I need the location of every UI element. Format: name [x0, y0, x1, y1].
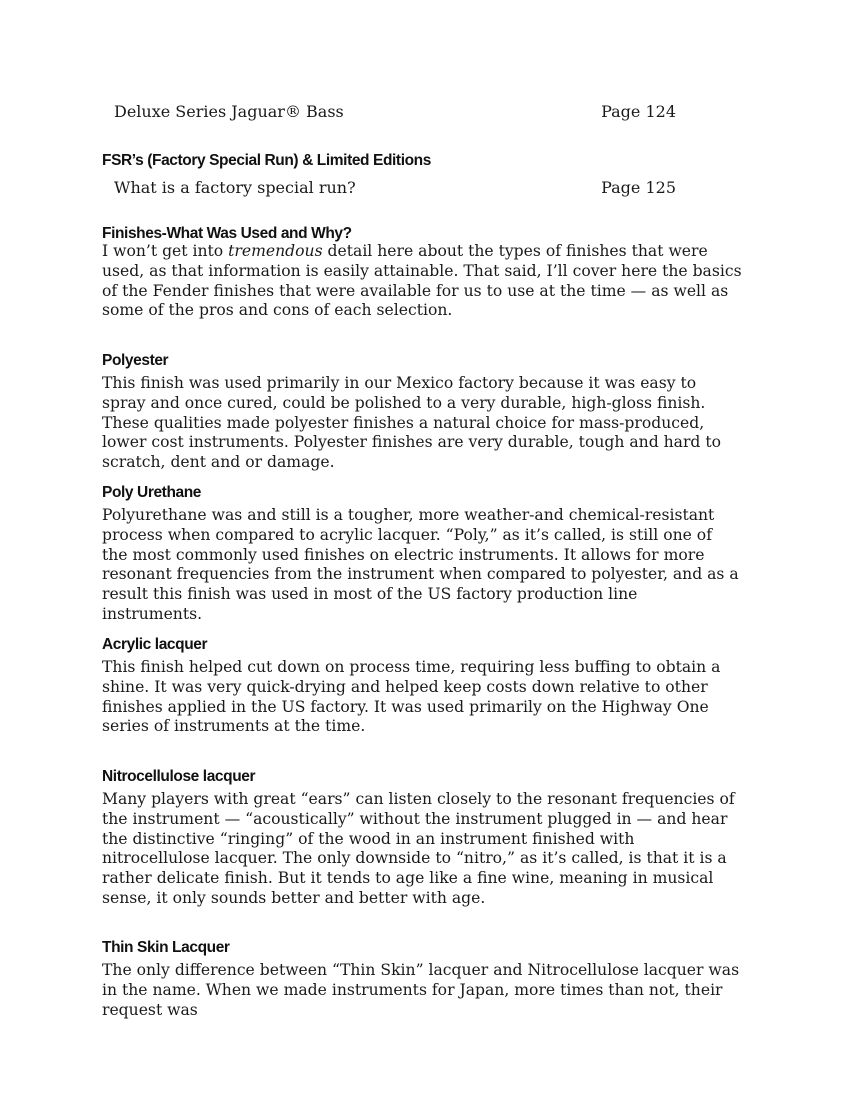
- polyester-heading: Polyester: [102, 352, 169, 369]
- acrylic-lacquer-heading: Acrylic lacquer: [102, 636, 208, 653]
- toc-entry-factory-special-run: [114, 178, 676, 198]
- nitrocellulose-lacquer-heading: Nitrocellulose lacquer: [102, 768, 256, 785]
- toc-entry-page: Page 124: [601, 102, 676, 121]
- poly-urethane-paragraph: Polyurethane was and still is a tougher, more weather-and chemical-resistant process when compared to acrylic lacquer. “Poly,” as it’s called, is still one of the most commonly used finishes on electric instruments. It allows for more resonant frequencies from the instrument when compared to polyester, and as a result this finish was used in most of the US factory production line instruments.: [102, 506, 739, 623]
- thin-skin-lacquer-paragraph: The only difference between “Thin Skin” lacquer and Nitrocellulose lacquer was in the name. When we made instruments for Japan, more times than not, their request was: [102, 961, 740, 1019]
- toc-entry-title: What is a factory special run?: [114, 178, 356, 197]
- toc-heading-fsr: FSR’s (Factory Special Run) & Limited Editions: [102, 152, 431, 169]
- toc-entry-jaguar-bass: [114, 102, 676, 122]
- poly-urethane-heading: Poly Urethane: [102, 484, 202, 501]
- nitrocellulose-lacquer-paragraph: Many players with great “ears” can listen closely to the resonant frequencies of the instrument — “acoustically” without the instrument plugged in — and hear the distinctive “ringing” of the wood in an instrument finished with nitrocellulose lacquer. The only downside to “nitro,” as it’s called, is that it is a rather delicate finish. But it tends to age like a fine wine, meaning in musical sense, it only sounds better and better with age.: [102, 790, 735, 907]
- emphasis-text: tremendous: [228, 242, 323, 260]
- toc-entry-page: Page 125: [601, 178, 676, 197]
- finishes-heading: Finishes-What Was Used and Why?: [102, 225, 352, 242]
- polyester-paragraph: This finish was used primarily in our Mexico factory because it was easy to spray and once cured, could be polished to a very durable, high-gloss finish. These qualities made polyester finishes a natural choice for mass-produced, lower cost instruments. Polyester finishes are very durable, tough and hard to scratch, dent and or damage.: [102, 374, 722, 472]
- thin-skin-lacquer-heading: Thin Skin Lacquer: [102, 939, 230, 956]
- toc-entry-title: Deluxe Series Jaguar® Bass: [114, 102, 344, 121]
- acrylic-lacquer-paragraph: This finish helped cut down on process time, requiring less buffing to obtain a shine. It was very quick-drying and helped keep costs down relative to other finishes applied in the US factory. It was used primarily on the Highway One series of instruments at the time.: [102, 658, 721, 736]
- finishes-intro-paragraph: I won’t get into tremendous detail here about the types of finishes that were used, as that information is easily attainable. That said, I’ll cover here the basics of the Fender finishes that were available for us to use at the time — as well as some of the pros and cons of each selection.: [102, 242, 742, 320]
